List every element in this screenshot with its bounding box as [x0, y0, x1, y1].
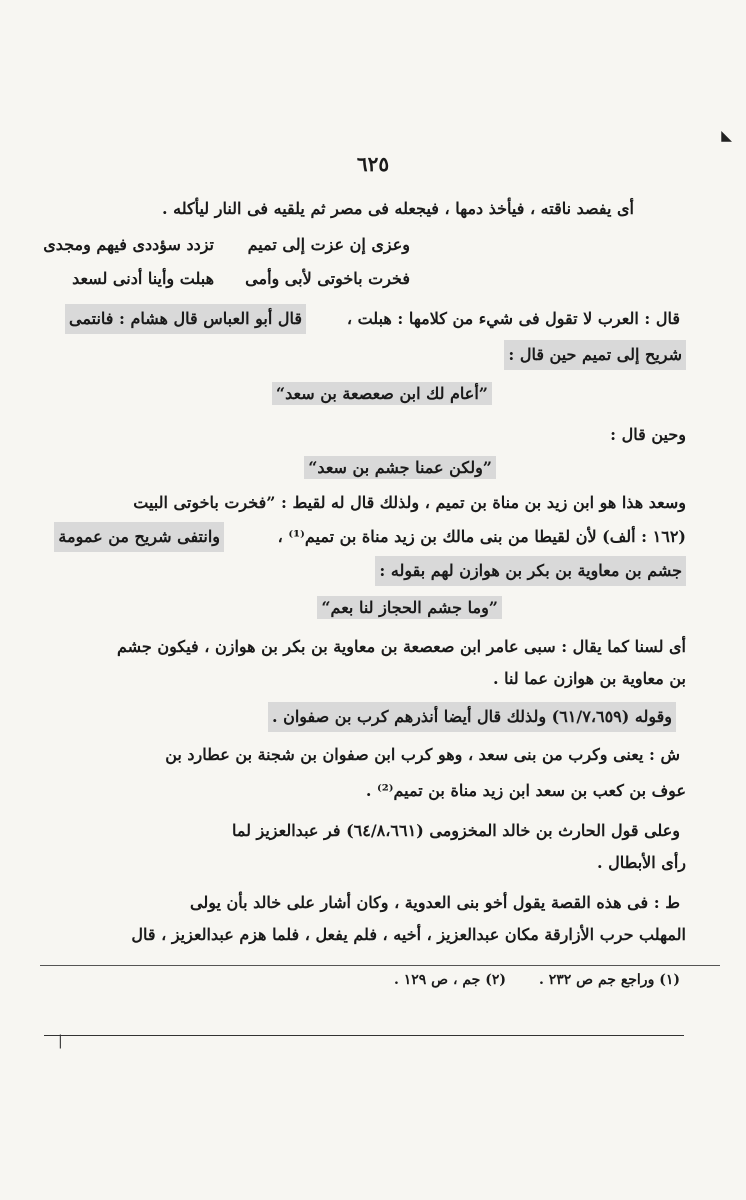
- verse-1-left-hemistich: تزدد سؤددى فيهم ومجدى: [43, 235, 214, 254]
- verse-1-right-hemistich: وعزى إن عزت إلى تميم: [247, 235, 410, 254]
- verse-2-left-hemistich: هبلت وأينا أدنى لسعد: [72, 269, 214, 288]
- text-line-14: بن معاوية بن هوازن عما لنا .: [492, 669, 686, 688]
- corner-mark: ◣: [721, 128, 732, 144]
- verse-2-right-hemistich: فخرت باخوتى لأبى وأمى: [245, 269, 410, 288]
- highlighted-text-11: جشم بن معاوية بن بكر بن هوازن لهم بقوله :: [375, 556, 686, 586]
- footnote-1: (١) وراجع جم ص ٢٣٢ .: [538, 972, 680, 988]
- highlighted-text-15: وقوله (٦١/٧،٦٥٩) ولذلك قال أيضا أنذرهم كرب بن صفوان .: [268, 702, 676, 732]
- text-line-4a: قال : العرب لا تقول فى شيء من كلامها : هبلت ،: [346, 309, 680, 328]
- text-line-16: ش : يعنى وكرب من بنى سعد ، وهو كرب ابن صفوان بن شجنة بن عطارد بن: [165, 745, 680, 764]
- quote-1: ”أعام لك ابن صعصعة بن سعد“: [272, 382, 492, 405]
- text-line-13: أى لسنا كما يقال : سبى عامر ابن صعصعة بن معاوية بن بكر بن هوازن ، فيكون جشم: [116, 637, 686, 656]
- bottom-scan-line: [44, 1035, 684, 1052]
- text-line-10a: (١٦٢ : ألف) لأن لقيطا من بنى مالك بن زيد مناة بن تميم⁽¹⁾ ،: [277, 527, 686, 546]
- highlighted-text-10b: وانتفى شريح من عمومة: [54, 522, 224, 552]
- footnote-2: (٢) جم ، ص ١٢٩ .: [393, 972, 506, 988]
- quote-2: ”ولكن عمنا جشم بن سعد“: [304, 456, 496, 479]
- page-number: ٦٢٥: [356, 152, 390, 176]
- text-line-21: المهلب حرب الأزارقة مكان عبدالعزيز ، أخيه ، فلم يفعل ، فلما هزم عبدالعزيز ، قال: [131, 925, 686, 944]
- text-line-9: وسعد هذا هو ابن زيد بن مناة بن تميم ، ولذلك قال له لقيط : ”فخرت باخوتى البيت: [133, 493, 686, 512]
- text-line-18: وعلى قول الحارث بن خالد المخزومى (٦٤/٨،٦٦١) فر عبدالعزيز لما: [231, 821, 680, 840]
- text-line-19: رأى الأبطال .: [596, 853, 686, 872]
- footnote-separator: [40, 965, 720, 966]
- text-line-17: عوف بن كعب بن سعد ابن زيد مناة بن تميم⁽²⁾ .: [365, 781, 686, 800]
- quote-3: ”وما جشم الحجاز لنا بعم“: [317, 596, 502, 619]
- bottom-scan-tick: |: [58, 1033, 63, 1049]
- highlighted-text-5: شريح إلى تميم حين قال :: [504, 340, 686, 370]
- text-line-20: ط : فى هذه القصة يقول أخو بنى العدوية ، وكان أشار على خالد بأن يولى: [190, 893, 680, 912]
- highlighted-text-4b: قال أبو العباس قال هشام : فانتمى: [65, 304, 306, 334]
- text-line-1: أى يفصد ناقته ، فيأخذ دمها ، فيجعله فى مصر ثم يلقيه فى النار ليأكله .: [161, 199, 634, 218]
- text-line-7: وحين قال :: [610, 425, 686, 444]
